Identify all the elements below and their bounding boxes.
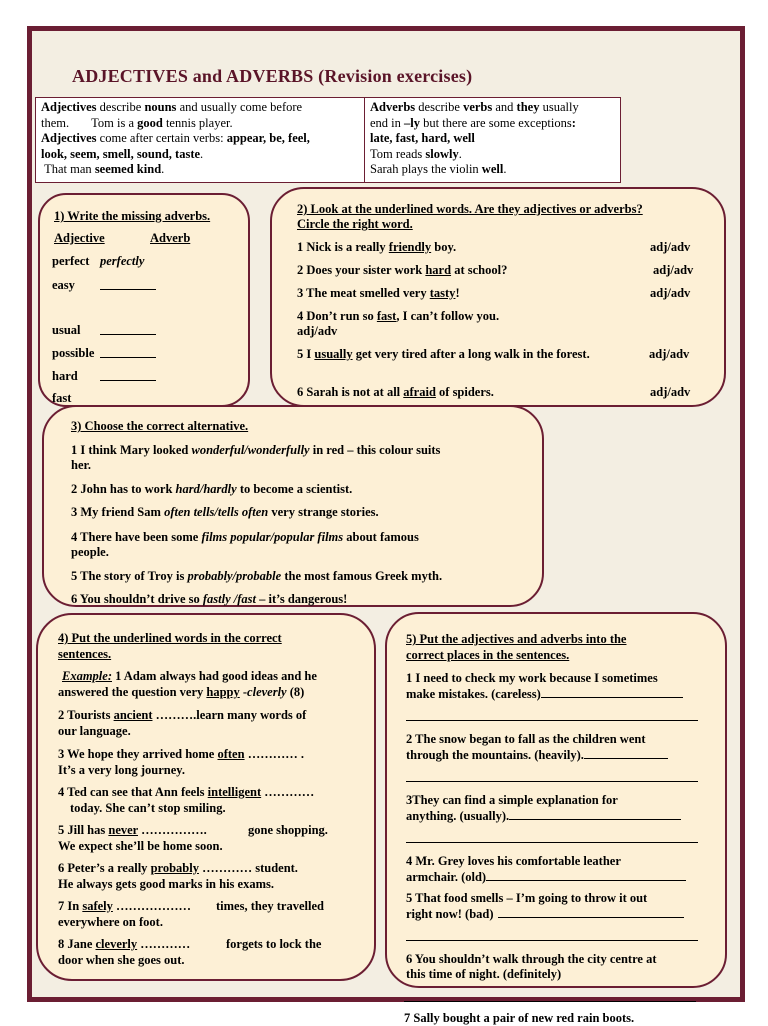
- underlined-word: cleverly: [95, 937, 138, 951]
- rule-text: Tom reads: [370, 146, 426, 161]
- question-item: [71, 530, 419, 545]
- question-item: [58, 747, 304, 762]
- answer-gap[interactable]: ………… .: [244, 747, 304, 761]
- answer-gap[interactable]: …………….: [138, 823, 207, 837]
- adjective-cell: easy: [52, 278, 75, 292]
- rule-text: That man: [44, 162, 95, 176]
- exercise-5-box: [385, 612, 727, 988]
- underlined-word: probably: [150, 861, 199, 875]
- question-text: door when she goes out.: [58, 953, 185, 967]
- question-text: to become a scientist.: [236, 482, 353, 496]
- example-item: [62, 669, 317, 684]
- adj-adv-choice[interactable]: adj/adv: [650, 240, 691, 254]
- underlined-word: usually: [314, 347, 353, 361]
- rule-text: Adverbs: [370, 100, 416, 114]
- question-item: [297, 240, 456, 255]
- exercise-3-heading: 3) Choose the correct alternative.: [71, 419, 249, 433]
- adverb-cell: perfectly: [100, 254, 145, 268]
- question-text: make mistakes. (careless): [406, 687, 541, 701]
- question-text: 6 You shouldn’t walk through the city centre at: [406, 952, 657, 966]
- answer-blank[interactable]: [406, 709, 698, 721]
- question-item: [297, 263, 507, 278]
- adjective-cell: perfect: [52, 254, 90, 268]
- question-text: times, they travelled: [216, 899, 324, 913]
- adjective-cell: fast: [52, 391, 72, 405]
- question-text: 1 I need to check my work because I sometimes: [406, 671, 658, 685]
- question-text: 1 Nick is a really: [297, 240, 389, 254]
- answer-blank[interactable]: [406, 770, 698, 782]
- rule-text: Adjectives: [41, 100, 97, 114]
- question-text: 4 Don’t run so: [297, 309, 377, 323]
- underlined-word: intelligent: [207, 785, 262, 799]
- question-text: 4 Ted can see that Ann feels: [58, 785, 208, 799]
- rule-text: them.: [41, 115, 70, 130]
- question-text: We expect she’ll be home soon.: [58, 839, 223, 853]
- underlined-word: afraid: [403, 385, 436, 399]
- exercise-4-box: [36, 613, 376, 981]
- answer-gap[interactable]: ………… student.: [198, 861, 298, 875]
- exercise-5-heading: 5) Put the adjectives and adverbs into the: [406, 632, 627, 646]
- answer-blank[interactable]: [584, 747, 668, 759]
- question-text: through the mountains. (heavily).: [406, 748, 584, 762]
- rule-text: usually: [539, 100, 579, 114]
- question-text: in red – this colour suits: [309, 443, 441, 457]
- question-text: 4 There have been some: [71, 530, 202, 544]
- answer-blank[interactable]: [541, 686, 683, 698]
- underlined-word: fast: [376, 309, 397, 323]
- underlined-word: tasty: [429, 286, 456, 300]
- answer-gap[interactable]: ………………: [112, 899, 192, 913]
- question-text: of spiders.: [435, 385, 494, 399]
- question-text: 3They can find a simple explanation for: [406, 793, 618, 807]
- question-text: the most famous Greek myth.: [281, 569, 443, 583]
- question-text: 6 Sarah is not at all: [297, 385, 404, 399]
- rule-text: verbs: [463, 100, 493, 114]
- rule-text: look, seem, smell, sound, taste: [41, 146, 201, 161]
- rule-text: well: [481, 162, 504, 176]
- question-item: [406, 869, 686, 885]
- question-item: [58, 937, 190, 952]
- alternative-choice[interactable]: fastly /fast: [202, 592, 256, 606]
- question-item: [297, 309, 499, 324]
- question-text: anything. (usually).: [406, 809, 510, 823]
- question-item: [406, 808, 681, 824]
- example-item: [58, 685, 304, 700]
- question-item: [58, 823, 207, 838]
- underlined-word: friendly: [388, 240, 432, 254]
- exercise-2-subheading: Circle the right word.: [297, 217, 413, 231]
- exercise-4-heading: 4) Put the underlined words in the correct: [58, 631, 282, 645]
- column-header-adjective: Adjective: [54, 231, 105, 245]
- question-text: forgets to lock the: [226, 937, 322, 951]
- rule-text: describe: [415, 100, 464, 114]
- question-text: 1 I think Mary looked: [71, 443, 192, 457]
- question-item: [297, 385, 494, 400]
- alternative-choice[interactable]: hard/hardly: [175, 482, 237, 496]
- question-text: about famous: [343, 530, 419, 544]
- rule-text: Sarah plays the violin: [370, 162, 482, 176]
- underlined-word: hard: [425, 263, 452, 277]
- rule-text: slowly: [425, 146, 459, 161]
- rule-text: and: [492, 100, 517, 114]
- adjective-cell: hard: [52, 369, 78, 383]
- rule-text: come after certain verbs:: [96, 131, 227, 145]
- question-text: this time of night. (definitely): [406, 967, 562, 981]
- answer-blank[interactable]: [100, 369, 156, 381]
- question-text: It’s a very long journey.: [58, 763, 185, 777]
- rule-text: late, fast, hard, well: [370, 131, 475, 145]
- question-text: -: [239, 685, 248, 699]
- question-text: answered the question very: [58, 685, 207, 699]
- rule-text: Tom is a: [91, 115, 138, 130]
- question-text: 2 Does your sister work: [297, 263, 426, 277]
- answer-gap[interactable]: …………: [137, 937, 191, 951]
- adjective-cell: usual: [52, 323, 81, 337]
- question-item: [71, 505, 379, 520]
- adj-adv-choice[interactable]: adj/adv: [650, 385, 691, 399]
- underlined-word: safely: [82, 899, 113, 913]
- answer-blank[interactable]: [406, 831, 698, 843]
- question-text: 7 Sally bought a pair of new red rain boots.: [404, 1011, 635, 1025]
- question-text: 5 I: [297, 347, 315, 361]
- question-text: today. She can’t stop smiling.: [70, 801, 226, 815]
- question-text: her.: [71, 458, 92, 472]
- answer-blank[interactable]: [406, 929, 698, 941]
- column-header-adverb: Adverb: [150, 231, 191, 245]
- rule-text: seemed kind: [94, 162, 162, 176]
- example-answer: cleverly: [247, 685, 287, 699]
- question-text: everywhere on foot.: [58, 915, 163, 929]
- rule-text: describe: [96, 100, 145, 114]
- underlined-word: often: [217, 747, 245, 761]
- question-text: gone shopping.: [248, 823, 328, 837]
- question-text: 3 The meat smelled very: [297, 286, 430, 300]
- adjective-cell: possible: [52, 346, 95, 360]
- question-text: get very tired after a long walk in the forest.: [352, 347, 590, 361]
- exercise-2-box: [270, 187, 726, 407]
- underlined-word: never: [108, 823, 138, 837]
- question-text: 4 Mr. Grey loves his comfortable leather: [406, 854, 621, 868]
- example-label: Example:: [62, 669, 112, 683]
- question-text: at school?: [451, 263, 508, 277]
- adj-adv-choice[interactable]: adj/adv: [653, 263, 694, 277]
- alternative-choice[interactable]: films popular/popular films: [201, 530, 344, 544]
- answer-blank[interactable]: [509, 808, 681, 820]
- question-text: boy.: [431, 240, 457, 254]
- question-item: [58, 708, 306, 723]
- question-item: [71, 569, 442, 584]
- answer-blank[interactable]: [100, 323, 156, 335]
- question-item: [406, 686, 683, 702]
- rule-text: appear, be, feel,: [226, 131, 310, 145]
- question-text: 6 You shouldn’t drive so: [71, 592, 203, 606]
- rule-text: .: [161, 162, 165, 176]
- question-text: – it’s dangerous!: [256, 592, 348, 606]
- answer-blank[interactable]: [100, 278, 156, 290]
- question-text: our language.: [58, 724, 131, 738]
- question-text: armchair. (old): [406, 870, 487, 884]
- question-text: 1 Adam always had good ideas and he: [112, 669, 317, 683]
- answer-gap[interactable]: ……….learn many words of: [152, 708, 307, 722]
- answer-blank[interactable]: [486, 869, 686, 881]
- alternative-choice[interactable]: often tells/tells often: [164, 505, 269, 519]
- question-text: , I can’t follow you.: [396, 309, 500, 323]
- question-item: [58, 785, 314, 800]
- rule-text: Adjectives: [41, 131, 97, 145]
- rule-text: tennis player.: [162, 115, 233, 130]
- rule-text: and usually come before: [176, 100, 303, 114]
- exercise-3-box: [42, 405, 544, 607]
- page-title: ADJECTIVES and ADVERBS (Revision exercises): [72, 66, 473, 86]
- exercise-2-heading: 2) Look at the underlined words. Are they adjectives or adverbs?: [297, 202, 643, 216]
- question-text: right now! (bad): [406, 907, 494, 921]
- adj-adv-choice[interactable]: adj/adv: [297, 324, 338, 338]
- adjectives-rule: [36, 98, 365, 182]
- rule-text: they: [516, 100, 540, 114]
- question-text: !: [455, 286, 460, 300]
- rule-text: .: [503, 162, 507, 176]
- question-text: 5 That food smells – I’m going to throw it out: [406, 891, 648, 905]
- exercise-1-box: [38, 193, 250, 407]
- adj-adv-choice[interactable]: adj/adv: [649, 347, 690, 361]
- question-text: (8): [286, 685, 305, 699]
- question-item: [406, 906, 684, 922]
- answer-blank[interactable]: [404, 990, 696, 1002]
- question-item: [58, 899, 191, 914]
- rule-text: .: [458, 146, 462, 161]
- question-text: 6 Peter’s a really: [58, 861, 151, 875]
- question-item: [58, 861, 298, 876]
- question-item: [297, 347, 590, 362]
- rule-text: nouns: [144, 100, 177, 114]
- answer-blank[interactable]: [498, 906, 684, 918]
- rule-text: but there are some exceptions: [420, 115, 572, 130]
- alternative-choice[interactable]: wonderful/wonderfully: [191, 443, 310, 457]
- adj-adv-choice[interactable]: adj/adv: [650, 286, 691, 300]
- rule-text: good: [137, 115, 163, 130]
- question-text: 5 The story of Troy is: [71, 569, 188, 583]
- question-text: 7 In: [58, 899, 83, 913]
- alternative-choice[interactable]: probably/probable: [187, 569, 282, 583]
- question-text: 2 Tourists: [58, 708, 114, 722]
- rules-box: [35, 97, 621, 183]
- exercise-4-subheading: sentences.: [58, 647, 112, 661]
- exercise-5-subheading: correct places in the sentences.: [406, 648, 570, 662]
- question-text: 8 Jane: [58, 937, 96, 951]
- question-item: [71, 482, 352, 497]
- question-text: 3 We hope they arrived home: [58, 747, 218, 761]
- question-text: 5 Jill has: [58, 823, 109, 837]
- question-text: He always gets good marks in his exams.: [58, 877, 274, 891]
- question-item: [297, 286, 460, 301]
- rule-text: end in: [370, 115, 405, 130]
- rule-text: :: [571, 115, 576, 130]
- question-item: [71, 443, 440, 458]
- exercise-1-heading: 1) Write the missing adverbs.: [54, 209, 211, 223]
- rule-text: –ly: [404, 115, 421, 130]
- answer-blank[interactable]: [100, 346, 156, 358]
- question-text: 2 John has to work: [71, 482, 176, 496]
- rule-text: .: [200, 146, 204, 161]
- question-text: very strange stories.: [268, 505, 379, 519]
- question-text: 3 My friend Sam: [71, 505, 165, 519]
- answer-gap[interactable]: …………: [261, 785, 315, 799]
- question-item: [406, 747, 668, 763]
- question-text: 2 The snow began to fall as the children went: [406, 732, 646, 746]
- question-text: people.: [71, 545, 109, 559]
- adverbs-rule: [365, 98, 620, 182]
- question-item: [71, 592, 347, 607]
- underlined-word: happy: [206, 685, 240, 699]
- underlined-word: ancient: [113, 708, 153, 722]
